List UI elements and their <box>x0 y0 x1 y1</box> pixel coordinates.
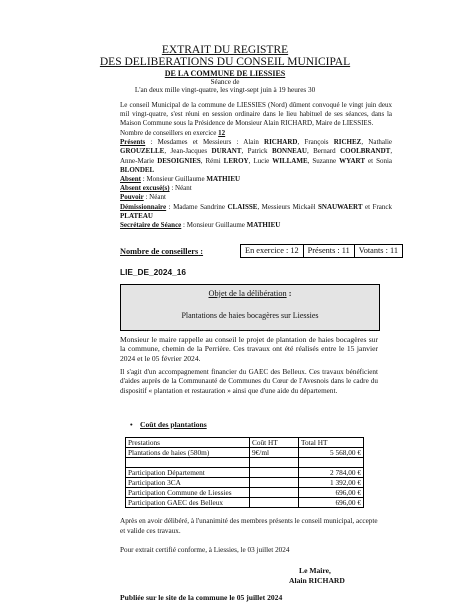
table-cell <box>250 478 299 488</box>
count-exercice: En exercice : 12 <box>240 244 304 258</box>
commune-title: DE LA COMMUNE DE LIESSIES <box>164 69 286 78</box>
signature-name: Alain RICHARD <box>289 576 345 585</box>
table-row <box>126 488 364 498</box>
paragraph-rappel: Monsieur le maire rappelle au conseil le projet de plantation de haies bocagères sur la commune, chemin de la Perrière. Ces travaux ont été réalisés entre le 15 janvier 2024 et le 05 février 2024. <box>120 335 378 363</box>
table-header-row <box>126 438 364 448</box>
table-cell: 5 568,00 € <box>299 448 364 458</box>
counts-label: Nombre de conseillers : <box>120 246 204 256</box>
deliberation-reference: LIE_DE_2024_16 <box>120 267 186 277</box>
table-cell <box>250 488 299 498</box>
table-row <box>126 448 364 458</box>
certification-text: Pour extrait certifié conforme, à Liessies, le 03 juillet 2024 <box>120 546 290 554</box>
table-cell <box>250 458 299 468</box>
table-cell: 696,00 € <box>299 488 364 498</box>
cost-table <box>125 437 364 508</box>
table-cell: 9€/ml <box>250 448 299 458</box>
document-title: EXTRAIT DU REGISTRE <box>161 44 289 56</box>
absent-line: Absent : Monsieur Guillaume MATHIEU <box>120 175 241 184</box>
table-row <box>126 498 364 508</box>
table-cell: Plantations de haies (580m) <box>126 448 250 458</box>
table-cell: 2 784,00 € <box>299 468 364 478</box>
table-row <box>126 458 364 468</box>
pouvoir-line: Pouvoir : Néant <box>120 193 166 202</box>
table-cell: Participation GAEC des Belleux <box>126 498 250 508</box>
cost-heading: • Coût des plantations <box>130 420 207 429</box>
conseillers-exercice-line: Nombre de conseillers en exercice 12 <box>120 129 226 137</box>
table-header-cell: Total HT <box>299 438 364 448</box>
intro-paragraph: Le conseil Municipal de la commune de LIESSIES (Nord) dûment convoqué le vingt juin deux mil vingt-quatre, s'est réuni en session ordinaire dans le lieu habituel de ses séances, dans la Maison Commune sous la Présidence de Monsieur Alain RICHARD, Maire de LIESSIES. <box>120 101 392 127</box>
table-cell <box>126 458 250 468</box>
seance-date: L'an deux mille vingt-quatre, les vingt-sept juin à 19 heures 30 <box>134 86 316 94</box>
publication-text: Publiée sur le site de la commune le 05 juillet 2024 <box>120 593 283 602</box>
table-cell: 1 392,00 € <box>299 478 364 488</box>
presents-line: Présents : Mesdames et Messieurs : Alain RICHARD, François RICHEZ, Nathalie GROUZELLE, Jean-Jacques DURANT, Patrick BONNEAU, Bernard COOLBRANDT, Anne-Marie DESOIGNIES, Rémi LEROY, Lucie WILLAME, Suzanne WYART et Sonia BLONDEL <box>120 138 393 174</box>
objet-text: Plantations de haies bocagères sur Liessies <box>181 311 319 320</box>
count-presents: Présents : 11 <box>304 244 355 258</box>
table-cell: Participation Commune de Liessies <box>126 488 250 498</box>
table-cell: 696,00 € <box>299 498 364 508</box>
table-cell <box>250 498 299 508</box>
document-subtitle: DES DELIBERATIONS DU CONSEIL MUNICIPAL <box>99 56 351 68</box>
table-row <box>126 478 364 488</box>
demissionnaire-line: Démissionnaire : Madame Sandrine CLAISSE, Messieurs Mickaël SNAUWAERT et Franck PLATEAU <box>120 202 392 220</box>
counts-row <box>120 244 403 258</box>
table-cell: Participation Département <box>126 468 250 478</box>
table-header-cell: Prestations <box>126 438 250 448</box>
decision-text: Après en avoir délibéré, à l'unanimité des membres présents le conseil municipal, accepte et valide ces travaux. <box>120 517 378 535</box>
table-row <box>126 468 364 478</box>
bullet-icon: • <box>130 420 133 429</box>
paragraph-financement: Il s'agit d'un accompagnement financier du GAEC des Belleux. Ces travaux bénéficient d'aides auprès de la Communauté de Communes du Cœur de l'Avesnois dans le cadre du dispositif « plantation et restauration » ainsi que d'une aide du département. <box>120 368 378 395</box>
absent-excuse-line: Absent excusé(s) : Néant <box>120 184 192 193</box>
table-cell <box>250 468 299 478</box>
signature-title: Le Maire, <box>299 566 331 575</box>
secretaire-line: Secrétaire de Séance : Monsieur Guillaume MATHIEU <box>120 221 281 230</box>
table-cell: Participation 3CA <box>126 478 250 488</box>
seance-label: Séance de <box>210 78 240 86</box>
table-header-cell: Coût HT <box>250 438 299 448</box>
attendance-block <box>120 129 392 230</box>
objet-title: Objet de la délibération : <box>208 289 292 298</box>
table-cell <box>299 458 364 468</box>
count-votants: Votants : 11 <box>355 244 403 258</box>
